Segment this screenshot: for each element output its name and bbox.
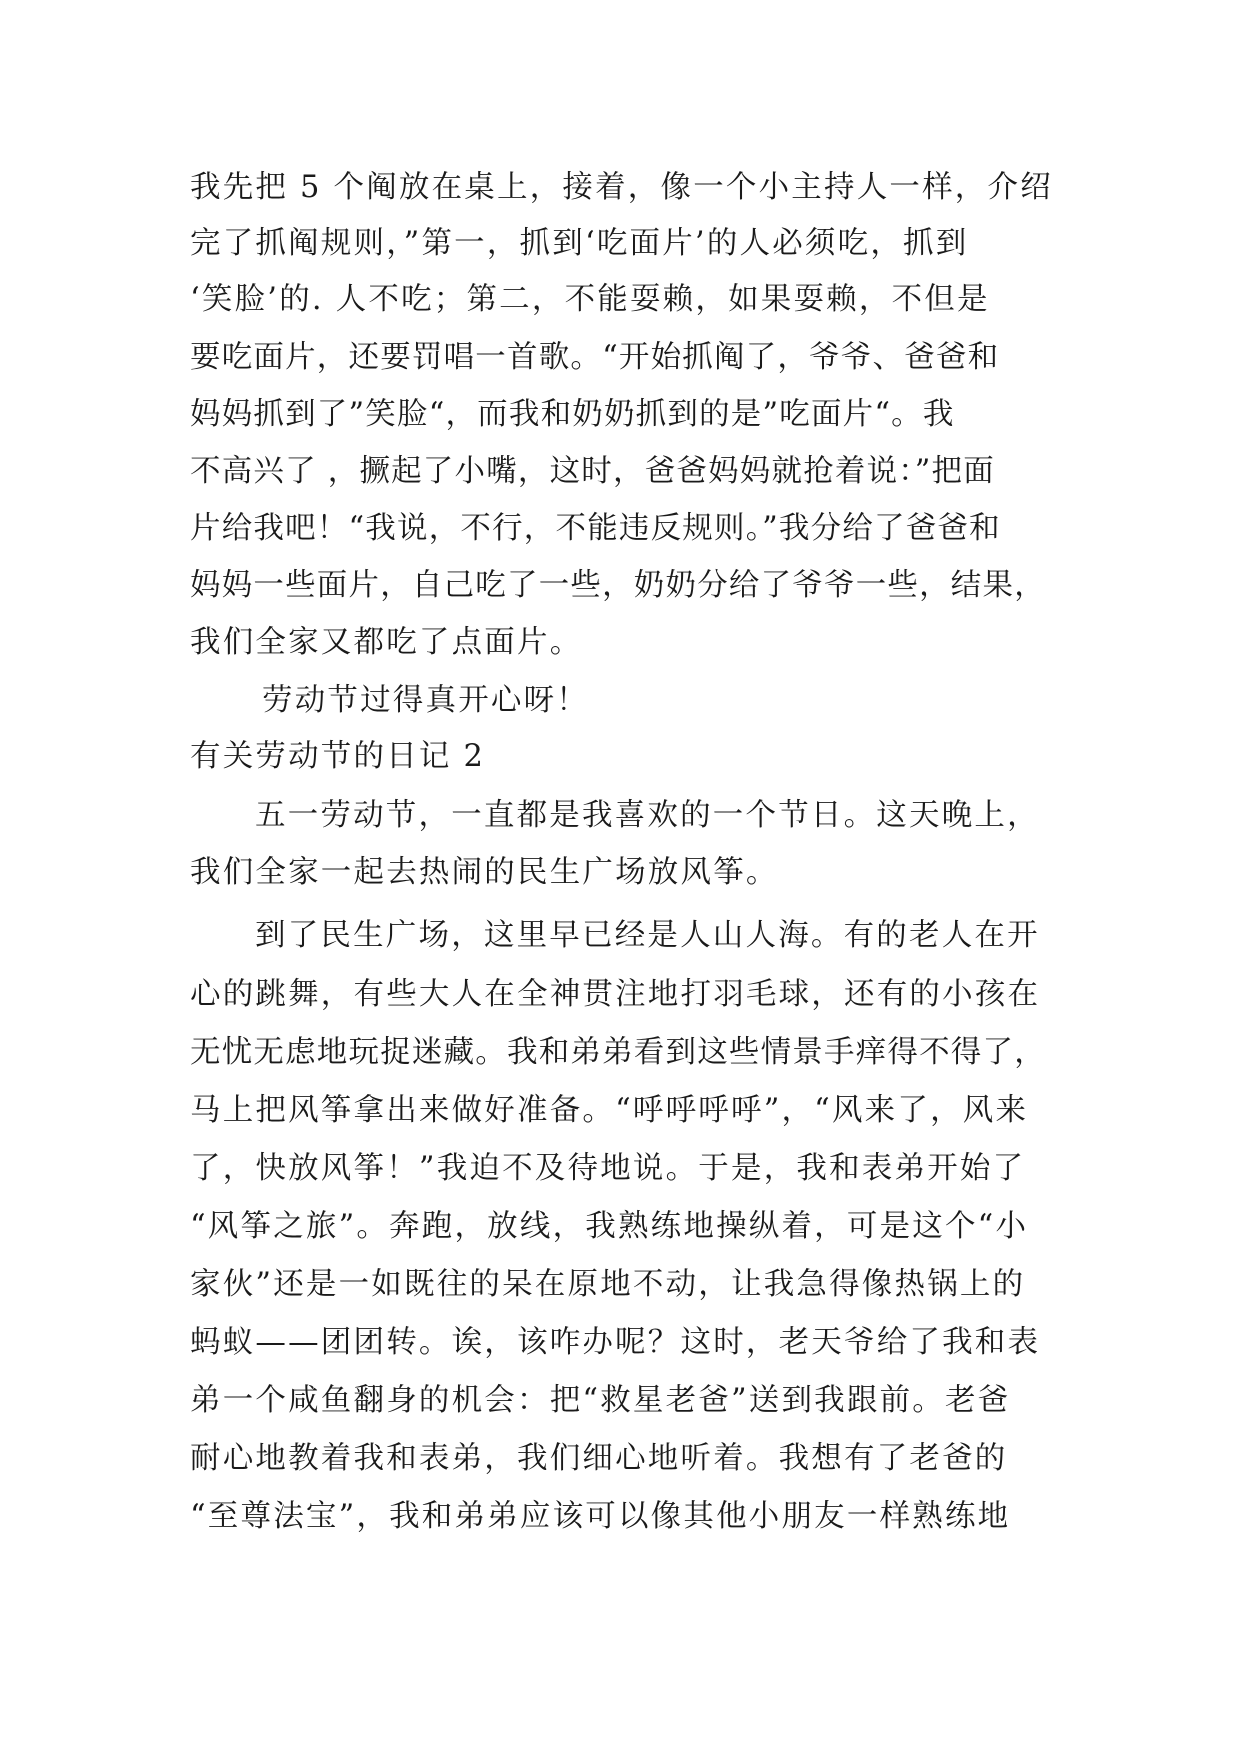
- paragraph-line: “风筝之旅”。奔跑，放线，我熟练地操纵着，可是这个“小: [190, 1209, 1029, 1244]
- paragraph-line: 家伙”还是一如既往的呆在原地不动，让我急得像热锅上的: [190, 1267, 1026, 1302]
- paragraph-line: “至尊法宝”，我和弟弟应该可以像其他小朋友一样熟练地: [190, 1499, 1011, 1534]
- paragraph-line: ‘笑脸’的. 人不吃；第二，不能耍赖，如果耍赖，不但是: [190, 282, 990, 317]
- paragraph-line: 完了抓阄规则，”第一，抓到‘吃面片’的人必须吃，抓到: [190, 226, 969, 261]
- paragraph-line: 心的跳舞，有些大人在全神贯注地打羽毛球，还有的小孩在: [190, 977, 1041, 1012]
- paragraph-line: 到了民生广场，这里早已经是人山人海。有的老人在开: [255, 918, 1040, 953]
- paragraph-line: 五一劳动节，一直都是我喜欢的一个节日。这天晚上，: [255, 798, 1040, 833]
- paragraph-line: 马上把风筝拿出来做好准备。“呼呼呼呼”，“风来了，风来: [190, 1093, 1029, 1128]
- paragraph-line: 妈妈抓到了”笑脸“，而我和奶奶抓到的是”吃面片“。我: [190, 397, 955, 432]
- paragraph-line: 片给我吧！“我说，不行，不能违反规则。”我分给了爸爸和: [190, 511, 1001, 546]
- paragraph-line: 要吃面片，还要罚唱一首歌。“开始抓阄了，爷爷、爸爸和: [190, 340, 1000, 375]
- paragraph-line: 妈妈一些面片，自己吃了一些，奶奶分给了爷爷一些，结果，: [190, 568, 1046, 603]
- paragraph-line: 我先把 5 个阄放在桌上，接着，像一个小主持人一样，介绍: [190, 170, 1053, 205]
- paragraph-line: 了，快放风筝！”我迫不及待地说。于是，我和表弟开始了: [190, 1151, 1026, 1186]
- paragraph-line: 无忧无虑地玩捉迷藏。我和弟弟看到这些情景手痒得不得了，: [190, 1035, 1046, 1070]
- closing-line: 劳动节过得真开心呀！: [262, 683, 589, 718]
- paragraph-line: 耐心地教着我和表弟，我们细心地听着。我想有了老爸的: [190, 1441, 1008, 1476]
- paragraph-line: 我们全家又都吃了点面片。: [190, 625, 583, 660]
- paragraph-line: 不高兴了 ，撅起了小嘴，这时，爸爸妈妈就抢着说：”把面: [190, 454, 995, 489]
- paragraph-line: 我们全家一起去热闹的民生广场放风筝。: [190, 855, 779, 890]
- paragraph-line: 弟一个咸鱼翻身的机会：把“救星老爸”送到我跟前。老爸: [190, 1383, 1011, 1418]
- diary-title: 有关劳动节的日记 2: [190, 739, 486, 774]
- paragraph-line: 蚂蚁——团团转。诶，该咋办呢？这时，老天爷给了我和表: [190, 1325, 1041, 1360]
